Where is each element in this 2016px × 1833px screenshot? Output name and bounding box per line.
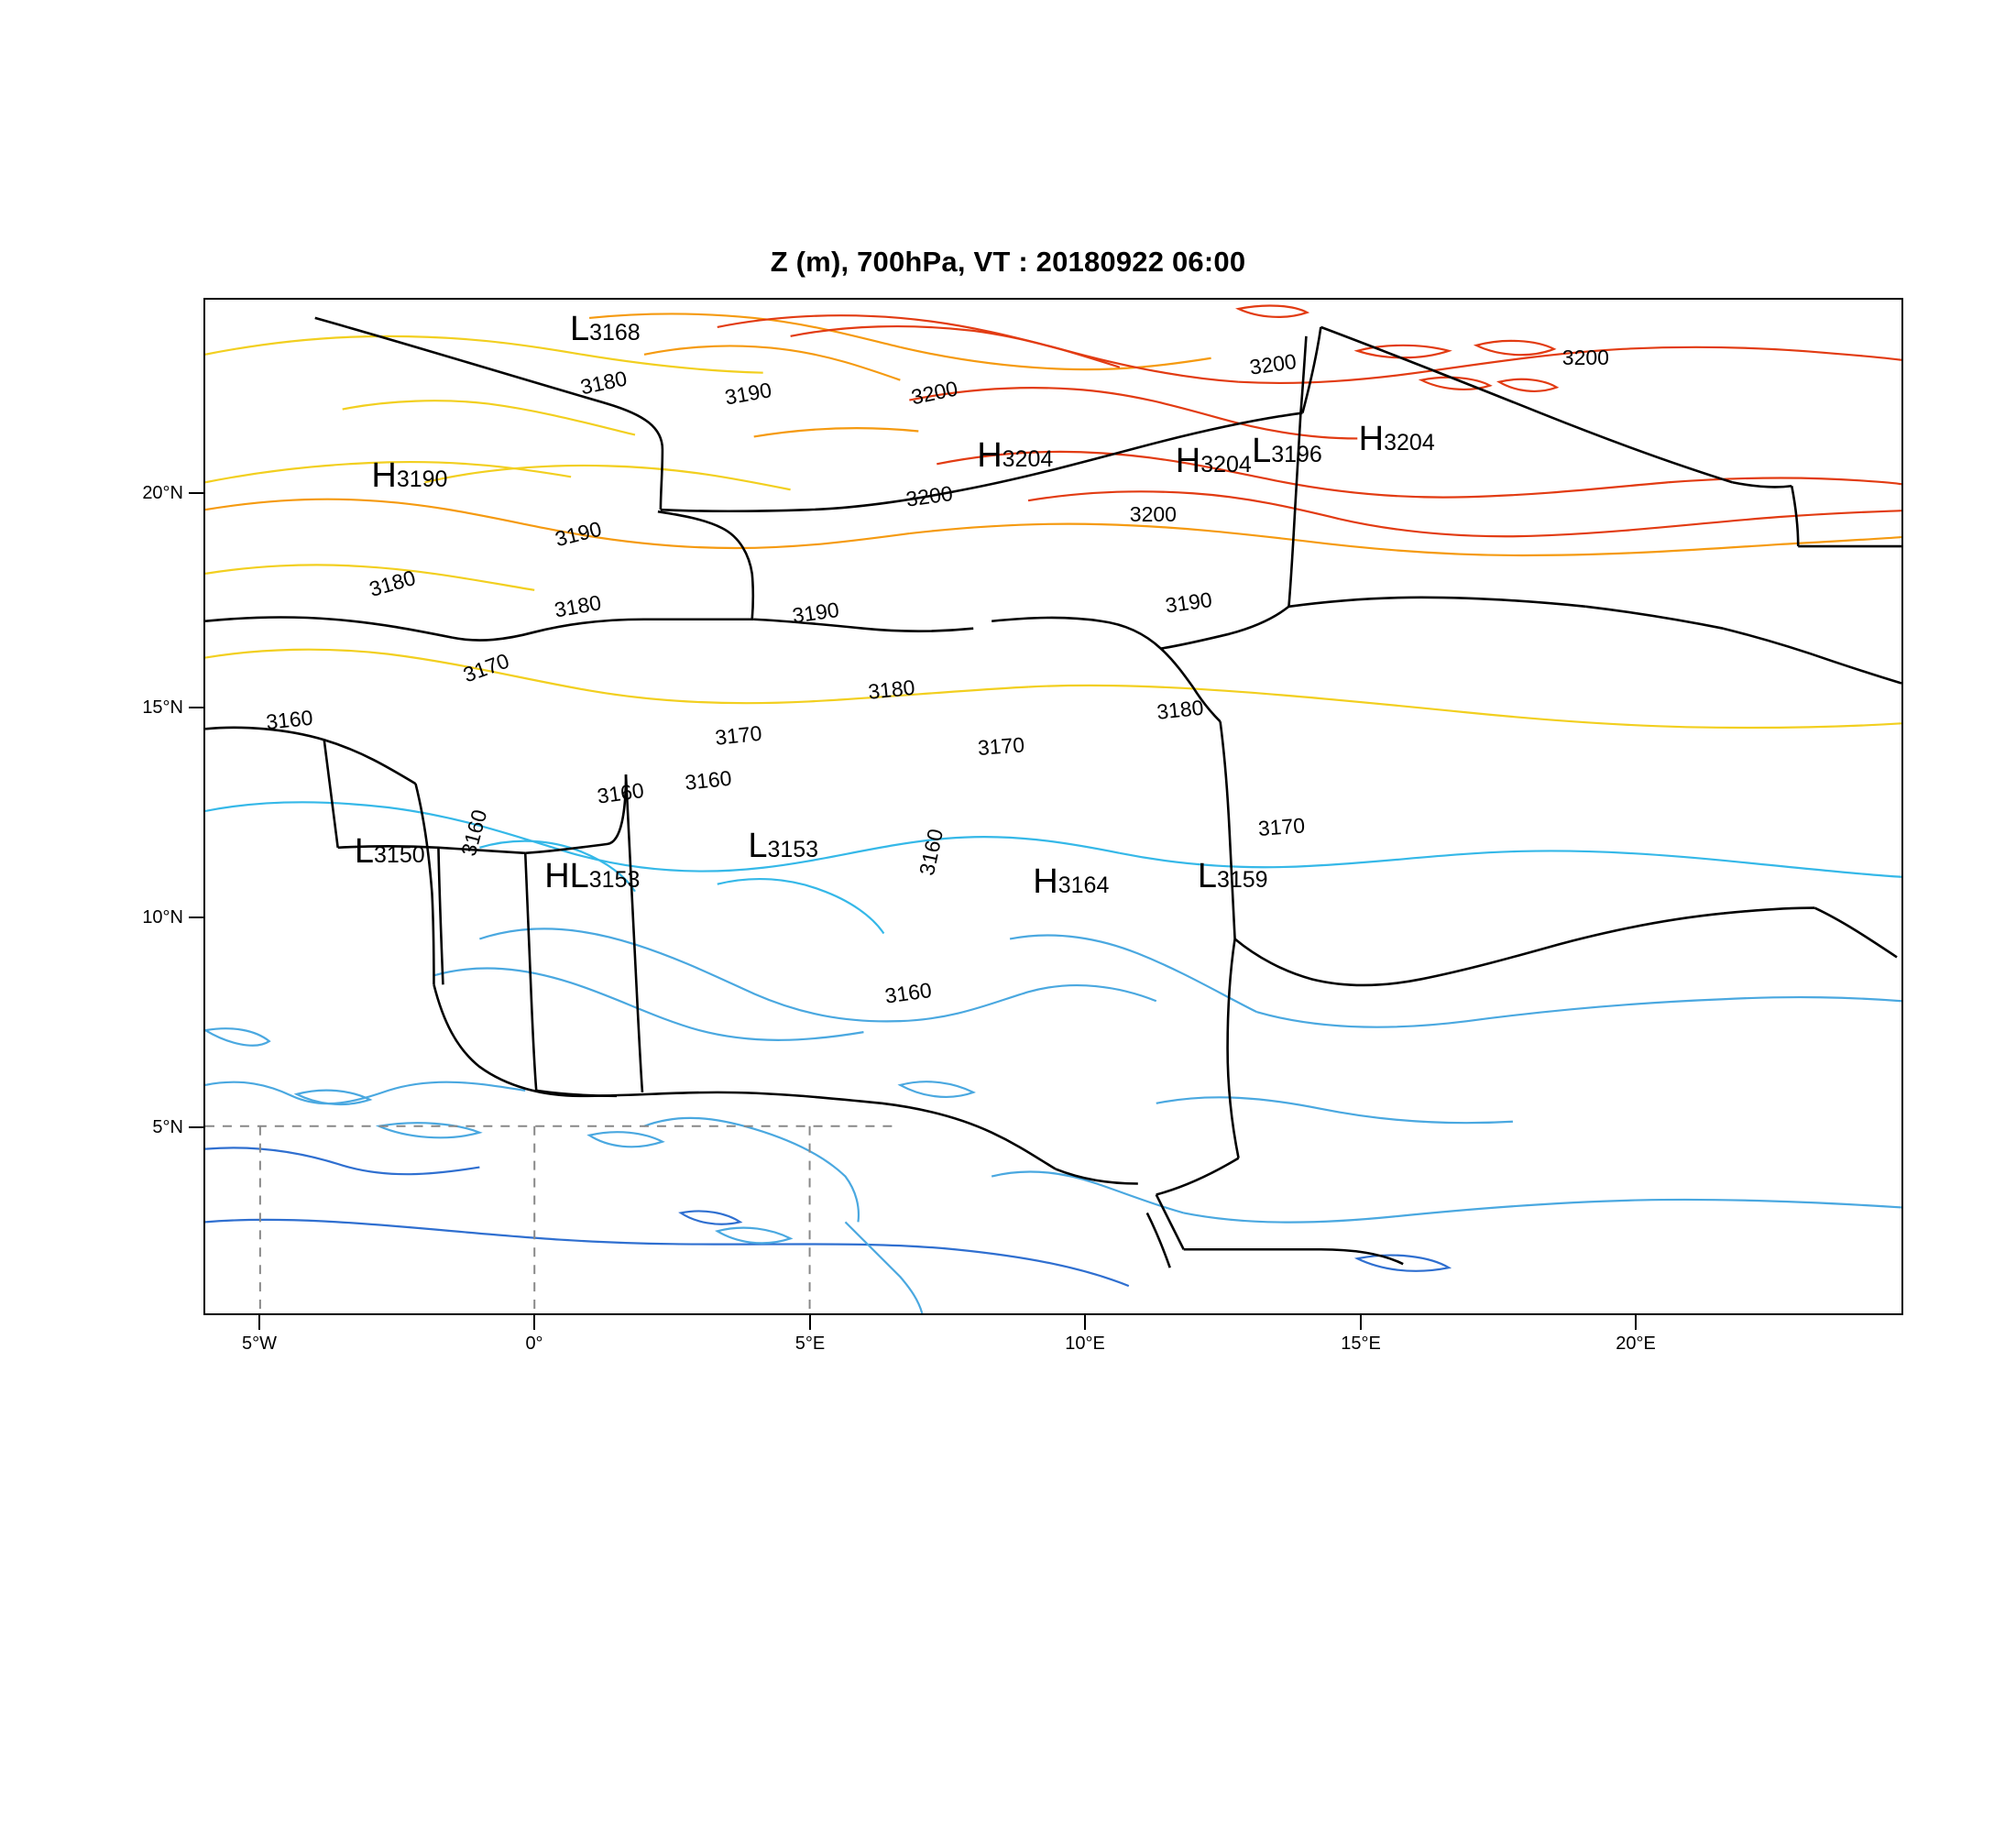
extremum-marker-H-3190: [371, 456, 447, 496]
axis-label-x-15E: 15°E: [1341, 1334, 1381, 1354]
contour-label: 3180: [578, 366, 630, 400]
extremum-type: L: [569, 310, 590, 349]
axis-label-x-5W: 5°W: [242, 1334, 277, 1354]
contour-3150-3160-group: [205, 928, 1901, 1313]
extremum-type: H: [1175, 441, 1201, 480]
axis-tick-x-0: [533, 1315, 535, 1330]
extremum-marker-HL-3153: [544, 857, 640, 896]
contour-label: 3170: [977, 732, 1026, 760]
contour-label: 3190: [1163, 587, 1214, 618]
axis-label-y-20N: 20°N: [142, 483, 183, 503]
extremum-type: H: [1358, 419, 1385, 458]
contour-label: 3180: [366, 565, 419, 602]
contour-label: 3180: [866, 675, 916, 704]
axis-label-x-5E: 5°E: [794, 1334, 826, 1354]
contour-label: 3200: [904, 480, 954, 511]
contour-label: 3160: [595, 777, 646, 808]
extremum-value: 3153: [767, 837, 819, 863]
contour-label: 3200: [1561, 345, 1609, 369]
extremum-marker-H-3164: [1033, 862, 1109, 902]
contour-label: 3190: [553, 516, 605, 552]
axis-label-x-10E: 10°E: [1065, 1334, 1105, 1354]
contour-3180-group: [205, 336, 1901, 728]
contour-label: 3200: [1248, 348, 1298, 379]
contour-label: 3170: [459, 648, 512, 687]
extremum-value: 3204: [1002, 446, 1054, 473]
axis-tick-x-10E: [1084, 1315, 1086, 1330]
axis-label-x-0: 0°: [525, 1334, 543, 1354]
extremum-type: L: [1197, 857, 1217, 896]
contour-label: 3180: [553, 590, 604, 622]
contour-label: 3190: [790, 597, 840, 628]
extremum-marker-L-3196: [1252, 432, 1322, 471]
contour-label: 3160: [455, 807, 492, 859]
contour-3140-group: [205, 1147, 1449, 1286]
extremum-type: L: [1252, 431, 1272, 470]
extremum-value: 3196: [1271, 441, 1322, 467]
extremum-type: L: [748, 827, 768, 866]
extremum-marker-H-3204-a: [977, 436, 1053, 476]
extremum-marker-H-3204-c: [1359, 420, 1435, 459]
extremum-value: 3150: [374, 841, 425, 868]
contour-label: 3200: [1129, 502, 1177, 527]
extremum-marker-L-3150: [355, 832, 425, 872]
axis-label-y-10N: 10°N: [142, 907, 183, 927]
axis-tick-x-5E: [809, 1315, 811, 1330]
axis-label-y-15N: 15°N: [142, 697, 183, 718]
extremum-value: 3204: [1384, 429, 1435, 456]
contour-3190-group: [205, 313, 1901, 555]
contour-label: 3170: [1256, 813, 1306, 840]
axis-tick-y-5N: [189, 1126, 203, 1128]
axis-tick-x-5W: [258, 1315, 260, 1330]
contour-label: 3180: [1155, 695, 1205, 724]
contour-map-svg: [205, 300, 1901, 1313]
contour-map-plot-area: [203, 298, 1903, 1315]
extremum-marker-L-3153: [748, 827, 818, 866]
axis-tick-y-10N: [189, 916, 203, 918]
axis-tick-x-20E: [1635, 1315, 1637, 1330]
extremum-marker-L-3159: [1198, 857, 1268, 896]
contour-label: 3190: [722, 378, 773, 410]
chart-title: Z (m), 700hPa, VT : 20180922 06:00: [770, 246, 1246, 278]
country-borders: [205, 318, 1901, 1268]
contour-lines: [205, 305, 1901, 1313]
axis-tick-y-20N: [189, 492, 203, 494]
extremum-value: 3164: [1057, 872, 1110, 898]
contour-label: 3170: [714, 720, 763, 750]
extremum-marker-L-3168: [570, 310, 641, 349]
contour-label: 3160: [914, 826, 948, 878]
extremum-type: HL: [544, 857, 589, 896]
extremum-value: 3153: [588, 867, 641, 894]
extremum-type: L: [354, 831, 375, 871]
extremum-value: 3159: [1216, 867, 1268, 894]
contour-label: 3160: [264, 705, 314, 734]
contour-label: 3160: [883, 977, 934, 1008]
extremum-type: H: [977, 436, 1003, 476]
axis-tick-x-15E: [1360, 1315, 1362, 1330]
axis-label-x-20E: 20°E: [1616, 1334, 1656, 1354]
axis-tick-y-15N: [189, 707, 203, 708]
extremum-value: 3168: [589, 320, 641, 346]
contour-label: 3200: [909, 376, 960, 410]
extremum-value: 3204: [1200, 451, 1252, 477]
extremum-type: H: [1033, 862, 1058, 901]
axis-label-y-5N: 5°N: [152, 1117, 183, 1137]
extremum-marker-H-3204-b: [1176, 442, 1252, 481]
extremum-value: 3190: [396, 466, 448, 493]
extremum-type: H: [371, 456, 397, 496]
contour-label: 3160: [683, 765, 733, 796]
